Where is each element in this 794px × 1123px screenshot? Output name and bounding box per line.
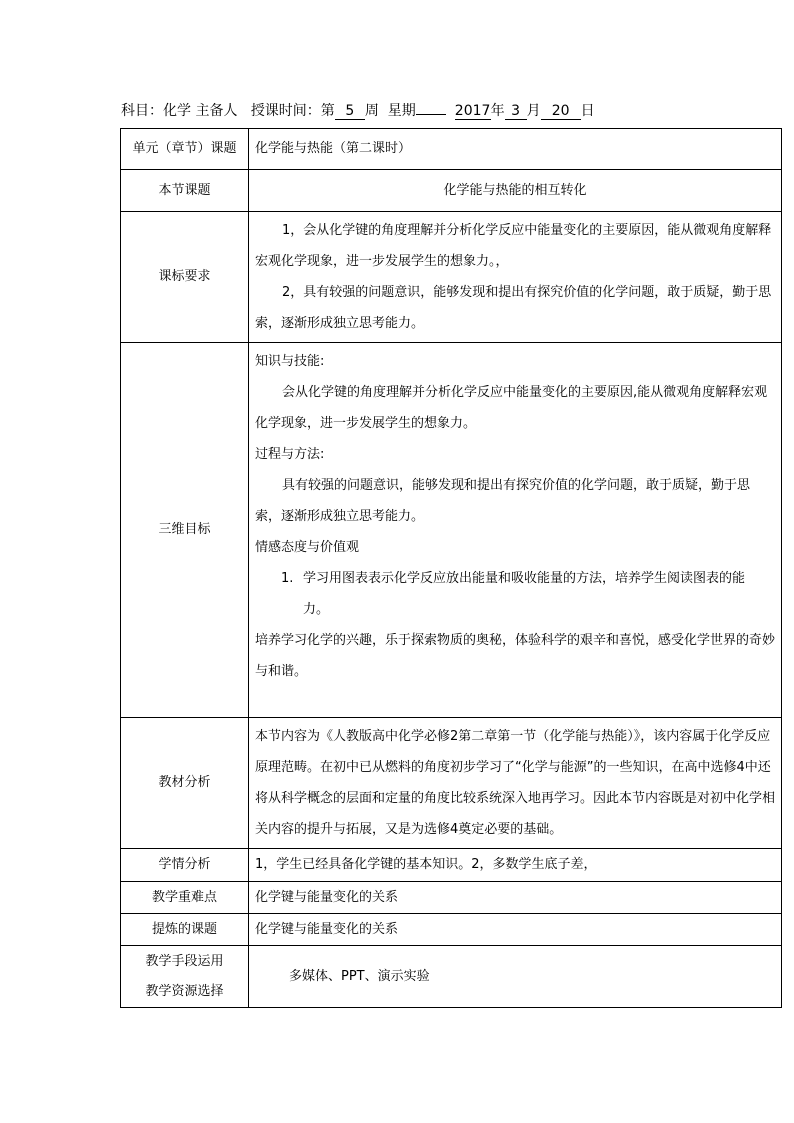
key-points-value: 化学键与能量变化的关系 xyxy=(249,882,782,914)
textbook-label: 教材分析 xyxy=(121,718,249,849)
goals-content xyxy=(249,343,782,718)
time-label: 授课时间：第 xyxy=(250,103,335,119)
unit-value: 化学能与热能（第二课时） xyxy=(249,129,782,170)
row-goals xyxy=(121,343,782,718)
row-standards xyxy=(121,212,782,343)
goals-list-item xyxy=(255,563,775,594)
goals-text-attitude: 培养学习化学的兴趣，乐于探索物质的奥秘，体验科学的艰辛和喜悦，感受化学世界的奇妙与和谐。 xyxy=(255,633,776,679)
row-students xyxy=(121,849,782,882)
goals-label: 三维目标 xyxy=(121,343,249,718)
year-field[interactable]: 2017 xyxy=(454,103,491,119)
goals-list-item-cont: 力。 xyxy=(303,602,330,617)
resources-value: 多媒体、PPT、演示实验 xyxy=(249,946,782,1008)
list-number: 1. xyxy=(281,571,294,586)
resources-label-line1: 教学手段运用 xyxy=(145,953,224,969)
standards-p1: 1，会从化学键的角度理解并分析化学反应中能量变化的主要原因，能从微观角度解释宏观化学现象，进一步发展学生的想象力。， xyxy=(255,223,772,269)
standards-content xyxy=(249,212,782,343)
row-key-points xyxy=(121,882,782,914)
topic-label: 本节课题 xyxy=(121,170,249,212)
day-suffix: 日 xyxy=(580,103,595,119)
day-field[interactable]: 20 xyxy=(541,103,581,120)
topic-value: 化学能与热能的相互转化 xyxy=(249,170,782,212)
month-suffix: 月 xyxy=(526,103,541,119)
row-topic xyxy=(121,170,782,212)
resources-label xyxy=(121,946,249,1008)
row-refined-topic xyxy=(121,914,782,946)
year-suffix: 年 xyxy=(490,103,505,119)
week-suffix: 周 xyxy=(364,103,379,119)
goals-heading-process: 过程与方法: xyxy=(255,447,325,462)
goals-heading-knowledge: 知识与技能: xyxy=(255,354,325,369)
textbook-content: 本节内容为《人教版高中化学必修2第二章第一节（化学能与热能）》，该内容属于化学反应原理范畴。在初中已从燃料的角度初步学习了“化学与能源”的一些知识，在高中选修4中还将从科学概念的层面和定量的角度比较系统深入地再学习。因此本节内容既是对初中化学相关内容的提升与拓展，又是为选修4奠定必要的基础。 xyxy=(249,718,782,849)
month-field[interactable]: 3 xyxy=(505,103,527,120)
key-points-label: 教学重难点 xyxy=(121,882,249,914)
row-unit xyxy=(121,129,782,170)
week-field[interactable]: 5 xyxy=(335,103,365,120)
resources-label-line2: 教学资源选择 xyxy=(145,983,224,999)
row-textbook xyxy=(121,718,782,849)
weekday-label: 星期 xyxy=(387,103,416,119)
standards-label: 课标要求 xyxy=(121,212,249,343)
standards-p2: 2，具有较强的问题意识，能够发现和提出有探究价值的化学问题，敢于质疑，勤于思索，逐渐形成独立思考能力。 xyxy=(255,285,772,331)
goals-text-knowledge: 会从化学键的角度理解并分析化学反应中能量变化的主要原因,能从微观角度解释宏观化学现象，进一步发展学生的想象力。 xyxy=(255,385,768,431)
subject-label: 科目：化学 xyxy=(121,103,191,119)
refined-topic-label: 提炼的课题 xyxy=(121,914,249,946)
list-text: 学习用图表表示化学反应放出能量和吸收能量的方法，培养学生阅读图表的能 xyxy=(303,571,746,586)
students-value: 1，学生已经具备化学键的基本知识。2，多数学生底子差， xyxy=(249,849,782,882)
header-line xyxy=(121,101,721,121)
unit-label: 单元（章节）课题 xyxy=(121,129,249,170)
weekday-field[interactable] xyxy=(416,114,446,115)
goals-heading-attitude: 情感态度与价值观 xyxy=(255,540,360,555)
students-label: 学情分析 xyxy=(121,849,249,882)
goals-text-process: 具有较强的问题意识，能够发现和提出有探究价值的化学问题，敢于质疑，勤于思索，逐渐形成独立思考能力。 xyxy=(255,478,751,524)
lesson-plan-table xyxy=(120,128,782,1008)
refined-topic-value: 化学键与能量变化的关系 xyxy=(249,914,782,946)
row-resources xyxy=(121,946,782,1008)
preparer-label: 主备人 xyxy=(195,103,238,119)
